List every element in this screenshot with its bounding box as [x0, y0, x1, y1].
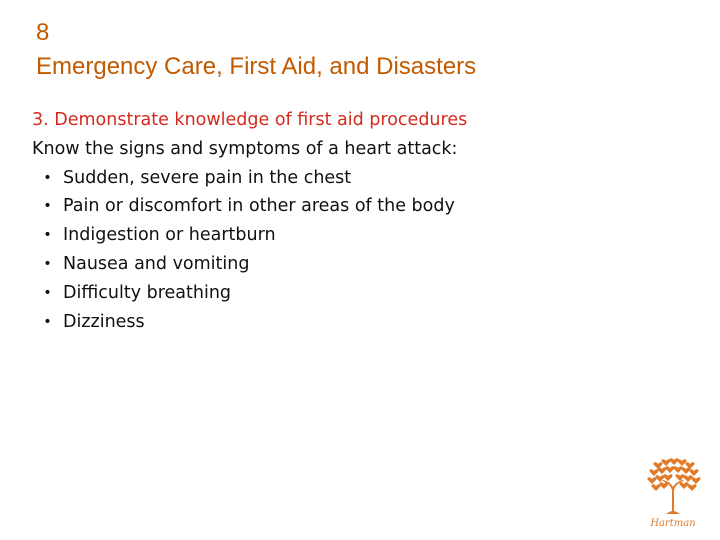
list-item-text: Dizziness — [63, 311, 145, 332]
bullet-icon: • — [43, 313, 52, 330]
bullet-icon: • — [43, 169, 52, 186]
learning-objective: 3. Demonstrate knowledge of first aid procedures — [32, 110, 468, 130]
list-item-text: Nausea and vomiting — [63, 253, 250, 274]
slide-content — [32, 106, 652, 336]
list-item-text: Sudden, severe pain in the chest — [63, 167, 352, 188]
bullet-icon: • — [43, 255, 52, 272]
bullet-icon: • — [43, 284, 52, 301]
bullet-icon: • — [43, 227, 52, 244]
chapter-title: Emergency Care, First Aid, and Disasters — [36, 53, 477, 80]
bullet-icon: • — [43, 198, 52, 215]
chapter-number: 8 — [36, 19, 50, 46]
list-item-text: Indigestion or heartburn — [63, 225, 276, 246]
logo-text: Hartman — [650, 518, 696, 529]
list-item — [32, 308, 652, 337]
symptom-list — [32, 164, 652, 337]
slide-header — [36, 16, 476, 84]
list-item-text: Pain or discomfort in other areas of the body — [63, 196, 455, 217]
list-item-text: Difficulty breathing — [63, 282, 232, 303]
publisher-logo — [640, 456, 712, 536]
list-item — [32, 279, 652, 308]
intro-text: Know the signs and symptoms of a heart attack: — [32, 138, 458, 159]
list-item — [32, 221, 652, 250]
heart-tree-icon — [640, 456, 706, 518]
list-item — [32, 164, 652, 193]
list-item — [32, 192, 652, 221]
list-item — [32, 250, 652, 279]
